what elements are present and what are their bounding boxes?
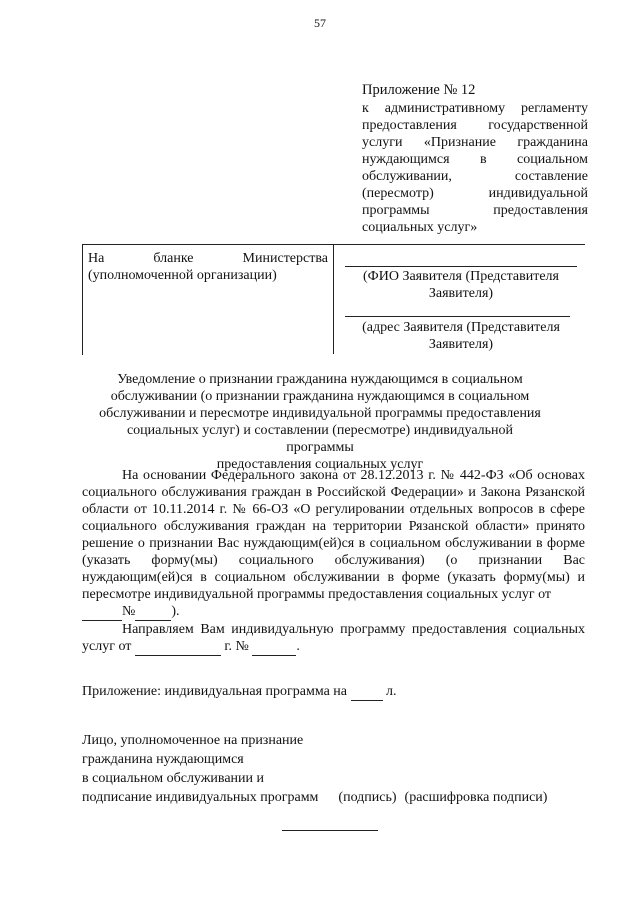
body-paragraph-1	[82, 467, 585, 603]
number-blank	[135, 603, 171, 621]
applicant-name-line	[345, 266, 577, 267]
notice-title-line: социальных услуг) и составлении (пересмотре) индивидуальной программы	[126, 423, 514, 455]
signatory-line: в социальном обслуживании и	[82, 771, 265, 786]
notice-title	[92, 371, 548, 473]
notice-title-line: обслуживании и пересмотре индивидуальной программы предоставления	[99, 406, 541, 421]
attachment-line	[82, 683, 397, 701]
notice-title-line: обслуживании (о признании гражданина нуждающимся в социальном	[110, 389, 530, 404]
appendix-title: Приложение № 12	[362, 82, 476, 98]
program-number-blank	[252, 638, 296, 656]
ministry-blank-line1: На бланке Министерства	[88, 251, 328, 266]
notice-title-line: предоставления социальных услуг	[216, 457, 424, 472]
applicant-address-caption	[338, 319, 584, 353]
program-number-label: г. №	[224, 639, 249, 654]
ministry-blank-line2: (уполномоченной организации)	[88, 268, 277, 283]
date-blank	[82, 603, 122, 621]
notice-body	[82, 467, 585, 656]
applicant-name-caption-line1: (ФИО Заявителя (Представителя	[363, 269, 559, 284]
attachment-text: Приложение: индивидуальная программа на	[82, 684, 348, 699]
applicant-address-caption-line2: Заявителя)	[428, 337, 494, 352]
attachment-suffix: л.	[386, 684, 397, 699]
footer-rule	[282, 830, 378, 831]
signatory-line: Лицо, уполномоченное на признание	[82, 733, 304, 748]
page-number: 57	[314, 16, 326, 30]
body-paragraph-1-text: На основании Федерального закона от 28.12.2013 г. № 442-ФЗ «Об основах социального обслуживания граждан в Российской Федерации» и Закона Рязанской области от 10.11.2014 г. № 66-ОЗ «О регулировании отдельных вопросов в сфере социального обслуживания граждан на территории Рязанской области» принято решение о признании Вас нуждающим(ей)ся в социальном обслуживании в форме (указать форму(мы) социального обслуживания) (о признании Вас нуждающим(ей)ся в социальном обслуживании в форме (указать форму(мы) и пересмотре индивидуальной программы предоставления социальных услуг от	[82, 468, 585, 602]
body-paragraph-2-text: Направляем Вам индивидуальную программу предоставления социальных услуг от	[82, 622, 585, 654]
applicant-name-caption-line2: Заявителя)	[428, 286, 494, 301]
number-sign: №	[122, 604, 136, 619]
signature-decoding-caption: (расшифровка подписи)	[404, 790, 548, 805]
paragraph-end: .	[296, 639, 300, 654]
pages-blank	[351, 683, 383, 701]
header-table-divider	[333, 244, 334, 354]
applicant-address-caption-line1: (адрес Заявителя (Представителя	[362, 320, 560, 335]
signatory-last-line	[82, 788, 602, 807]
body-paragraph-1-end	[82, 603, 585, 621]
body-paragraph-2	[82, 621, 585, 656]
signatory-line: гражданина нуждающимся	[82, 752, 244, 767]
appendix-block	[362, 82, 588, 236]
signatory-block	[82, 731, 602, 807]
applicant-address-line	[345, 316, 570, 317]
program-date-blank	[135, 638, 221, 656]
appendix-body: к административному регламенту предоставления государственной услуги «Признание гражданина нуждающимся в социальном обслуживании, составление (пересмотр) индивидуальной программы предоставления социальных услуг»	[362, 101, 588, 235]
notice-title-line: Уведомление о признании гражданина нуждающимся в социальном	[117, 372, 523, 387]
signature-caption: (подпись)	[338, 790, 397, 805]
applicant-name-caption	[338, 268, 584, 302]
signatory-line: подписание индивидуальных программ	[82, 790, 319, 805]
paragraph-close: ).	[171, 604, 180, 619]
ministry-blank-label	[88, 250, 328, 284]
